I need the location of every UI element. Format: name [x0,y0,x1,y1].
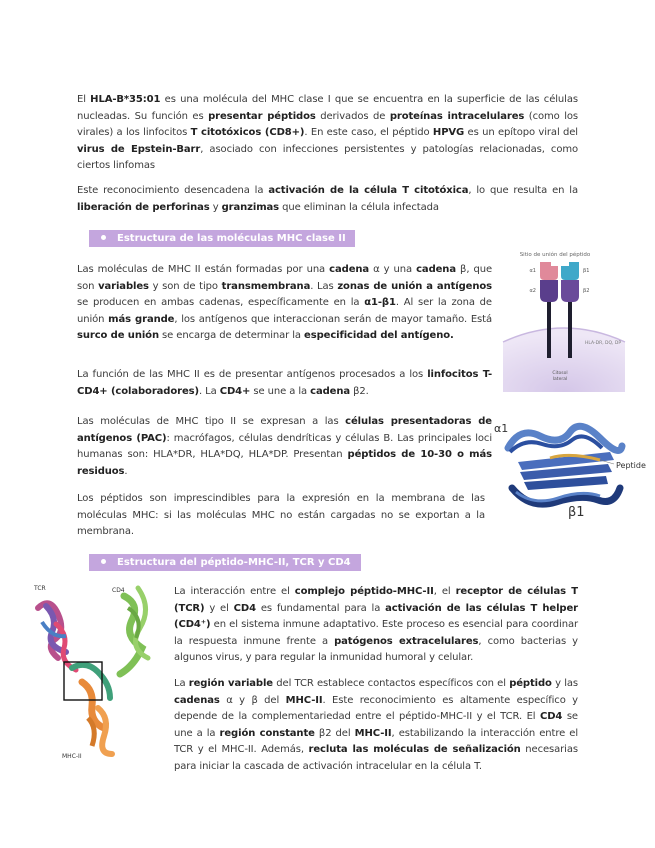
mhc-ii-structure-paragraph [77,262,492,345]
mhc-ii-structure [72,665,112,754]
bold-text-run: liberación de perforinas [77,201,210,213]
text-run: La [174,678,189,689]
mhc-label: MHC-II [62,753,82,760]
beta-transmembrane [568,302,572,358]
alpha1-domain [540,262,558,280]
bold-text-run: CD4 [539,711,563,722]
text-run: , estabilizando la interacción entre el TCR y el MHC-II. Además, [174,727,578,755]
mhc-ii-ribbon-figure [490,418,646,520]
ribbon-beta1-label: β1 [568,505,585,520]
text-run: Las moléculas de MHC II están formadas por una [77,264,330,275]
cd4-label: CD4 [112,587,125,594]
mhc-ii-function-paragraph [77,367,492,400]
text-run: se une a la [250,385,311,397]
section-heading-complex-text: Estructura del péptido-MHC-II, TCR y CD4 [117,557,351,568]
text-run: y [209,201,222,213]
tcr-label: TCR [34,585,46,592]
cd4-structure [120,588,148,674]
text-run: β, que son [77,264,492,292]
bold-text-run: granzimas [221,201,280,213]
bold-text-run: transmembrana [221,280,311,292]
binding-site-label: Sitio de unión del péptido [519,252,591,258]
bullet-icon [101,235,106,240]
bold-text-run: región variable [188,678,273,689]
bold-text-run: receptor de células T (TCR) [174,586,578,614]
text-run: es un epítopo viral del [464,127,578,138]
bold-text-run: complejo péptido-MHC-II [294,586,434,597]
mhc-ii-expression-paragraph [77,414,492,480]
section-heading-mhc-ii-text: Estructura de las moléculas MHC clase II [117,233,346,244]
beta1-domain [561,262,579,280]
text-run: , como bacterias y algunos virus, y para regular la inmunidad humoral y celular. [174,635,579,663]
text-run: La interacción entre el [174,586,295,597]
bold-text-run: MHC-II [285,694,323,706]
bold-text-run: MHC-II [354,727,392,739]
text-run: : macrófagos, células dendríticas y células B. Las principales loci humanas son: HLA*DR, HLA*DQ, HLA*DP. Presentan [77,432,492,460]
alpha2-domain [540,280,558,302]
bold-text-run: T citotóxicos (CD8+) [190,127,305,138]
text-run: α y β del [219,694,286,706]
hla-loci-label: HLA-DR, DQ, DP [585,341,622,346]
alpha1-label: α1 [529,268,536,274]
text-run: , los antígenos que interaccionan serán de mayor tamaño. Está [174,313,492,325]
tcr-mhc-cd4-complex-figure [28,578,162,772]
text-run: es una molécula del MHC clase I que se encuentra en la superficie de las células nucleadas. Su función es [77,94,578,122]
section-heading-mhc-ii [89,230,355,247]
peptide-requirement-paragraph [77,491,485,541]
lateral-label: lateral [552,377,568,382]
bold-text-run: células presentadoras de antígenos (PAC) [77,416,492,444]
beta1-label: β1 [583,268,590,274]
text-run: β2. [350,385,369,397]
bold-text-run: HPVG [432,127,465,138]
bold-text-run: recluta las moléculas de señalización [308,744,521,755]
text-run: Los péptidos son imprescindibles para la expresión en la membrana de las moléculas MHC: si las moléculas MHC no están cargadas no se exportan a la membrana. [77,493,485,537]
bold-text-run: linfocitos T-CD4+ (colaboradores) [77,369,492,397]
text-run: . En este caso, el péptido [304,127,433,138]
text-run: se encarga de determinar la [158,330,305,341]
interaction-paragraph [174,584,578,667]
text-run: en el sistema inmune adaptativo. Este proceso es esencial para coordinar la respuesta inmune frente a [174,619,578,647]
ribbon-helix-bottom [512,488,620,504]
text-run: necesarias para iniciar la cascada de activación intracelular en la célula T. [174,744,578,772]
bold-text-run: cadena [416,264,456,275]
cytosol-label: Citosol [552,371,568,376]
bold-text-run: activación de las células T helper (CD4⁺) [174,602,578,630]
bold-text-run: cadena [329,264,370,275]
ribbon-peptide-label: Peptide [616,461,646,470]
bold-text-run: péptido [509,678,552,689]
alpha-transmembrane [547,302,551,358]
text-run: , el [433,586,456,597]
bold-text-run: cadena [310,385,351,397]
bold-text-run: proteínas intracelulares [389,110,525,122]
text-run: y las [551,678,579,689]
bold-text-run: región constante [219,727,315,739]
bold-text-run: activación de la célula T citotóxica [268,185,469,196]
bold-text-run: zonas de unión a antígenos [337,280,492,292]
tcr-structure [38,603,76,670]
variable-region-paragraph [174,676,578,775]
cell-membrane-shape [503,328,625,392]
bold-text-run: surco de unión [77,330,159,341]
text-run: β2 del [314,727,355,739]
beta2-domain [561,280,579,302]
section-heading-complex [89,554,361,571]
alpha2-label: α2 [529,288,536,294]
bold-text-run: variables [98,280,149,292]
text-run: α y una [369,264,417,275]
bold-text-run: cadenas [174,694,220,706]
text-run: El [77,94,91,105]
beta2-label: β2 [583,288,590,294]
bold-text-run: virus de Epstein-Barr [77,143,201,155]
text-run: . Al ser la zona de unión [77,297,492,325]
text-run: , asociado con infecciones persistentes y patologías relacionadas, como ciertos linfomas [77,143,579,171]
bold-text-run: CD4+ [219,385,251,397]
text-run: La función de las MHC II es de presentar antígenos procesados a los [77,369,428,380]
text-run: . La [198,385,220,397]
text-run: y son de tipo [148,280,222,292]
text-run: del TCR establece contactos específicos con el [273,678,510,689]
bold-text-run: péptidos de 10-30 o más residuos [77,449,492,477]
bold-text-run: especificidad del antígeno. [304,330,454,341]
text-run: , lo que resulta en la [468,185,578,196]
text-run: y el [204,602,234,614]
bullet-icon [101,559,106,564]
ribbon-alpha1-label: α1 [494,422,509,435]
mhc-ii-schematic-figure [503,244,625,392]
text-run: . Las [310,280,338,292]
text-run: . Este reconocimiento es altamente específico y depende de la complementariedad entre el péptido-MHC-II y el TCR. El [174,694,578,722]
bold-text-run: HLA-B*35:01 [90,94,161,105]
bold-text-run: CD4 [233,602,256,614]
text-run: (como los virales) a los linfocitos [77,110,578,138]
text-run: es fundamental para la [255,602,386,614]
text-run: se producen en ambas cadenas, específicamente en la [77,297,365,308]
bold-text-run: α1-β1 [364,297,396,308]
text-run: Las moléculas de MHC tipo II se expresan a las [77,416,346,427]
recognition-paragraph [77,183,578,216]
text-run: Este reconocimiento desencadena la [77,185,269,196]
bold-text-run: patógenos extracelulares [334,635,479,647]
bold-text-run: presentar péptidos [208,110,316,122]
text-run: derivados de [315,110,390,122]
ribbon-helix-top [508,426,622,452]
bold-text-run: más grande [108,313,175,325]
intro-paragraph [77,92,578,175]
text-run: que eliminan la célula infectada [279,201,439,213]
text-run: se une a la [174,711,578,739]
text-run: . [124,465,128,477]
ribbon-sheet [518,452,614,490]
